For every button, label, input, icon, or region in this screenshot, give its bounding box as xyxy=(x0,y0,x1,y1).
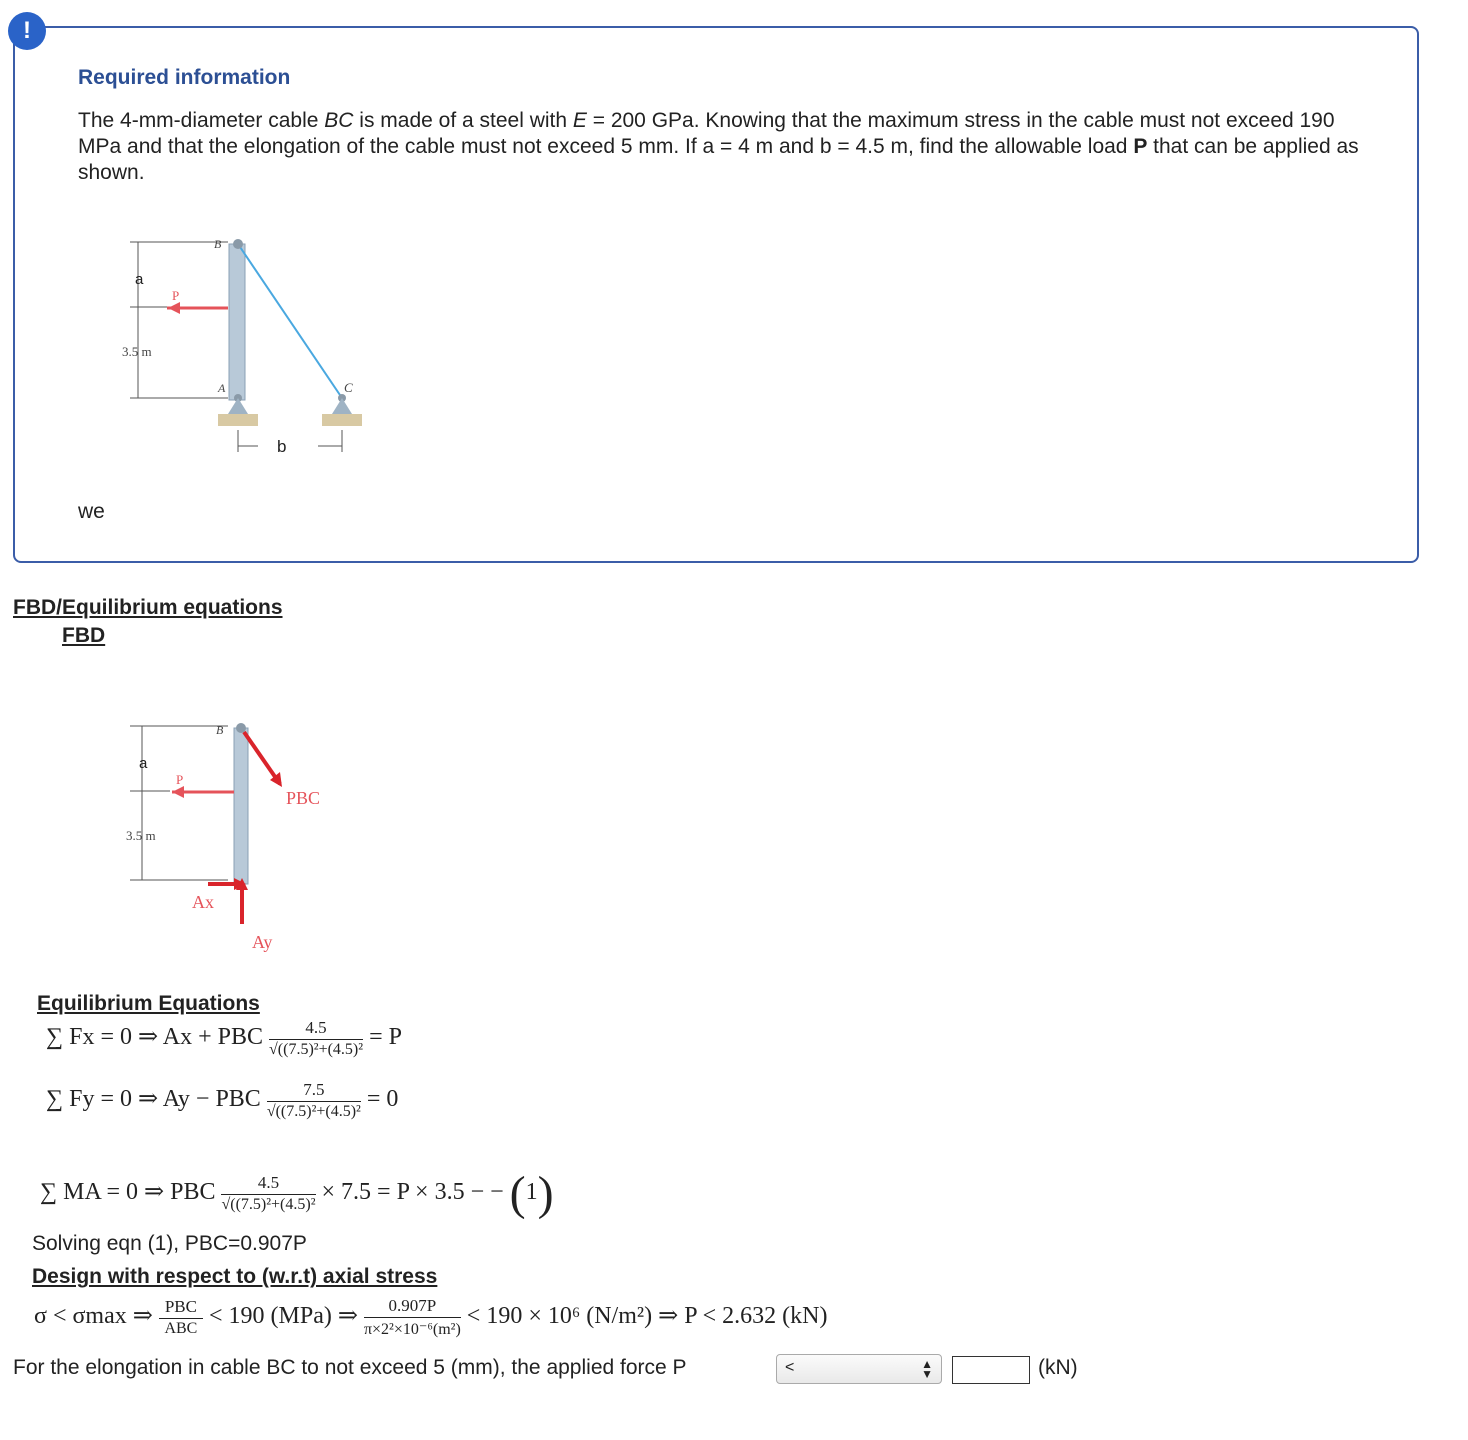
fbd-figure xyxy=(110,712,350,962)
elongation-text: For the elongation in cable BC to not exceed 5 (mm), the applied force P xyxy=(13,1356,687,1379)
fbd-label-ay: Ay xyxy=(252,932,273,952)
structure-figure xyxy=(110,230,380,460)
problem-statement: The 4-mm-diameter cable BC is made of a steel with E = 200 GPa. Knowing that the maximum stress in the cable must not exceed 190 MPa and that the elongation of the cable must not exceed 5 mm. If a = 4 m and b = 4.5 m, find the allowable load P that can be applied as shown. xyxy=(78,109,1359,184)
label-b-joint: B xyxy=(214,237,222,251)
answer-input[interactable] xyxy=(952,1356,1030,1384)
select-arrows-icon: ▲ ▼ xyxy=(921,1357,933,1381)
label-a-joint: A xyxy=(218,381,226,395)
equation-fy: ∑ Fy = 0 ⇒ Ay − PBC $\frac{7.5}{\text{√((7.5)²+(4.5)²}}$ = 0 xyxy=(46,1080,399,1120)
comparison-select[interactable] xyxy=(776,1354,942,1384)
equation-fx: ∑ Fx = 0 ⇒ Ax + PBC $\frac{4.5}{\text{√((7.5)²+(4.5)²}}$ = P xyxy=(46,1018,402,1058)
solving-text: Solving eqn (1), PBC=0.907P xyxy=(32,1232,307,1255)
label-p: P xyxy=(172,288,180,303)
fbd-heading: FBD xyxy=(62,624,106,647)
fbd-label-dim: 3.5 m xyxy=(126,828,156,843)
stress-equation: σ < σmax ⇒ $\frac{\text{PBC}}{\text{ABC}}$ < 190 (MPa) ⇒ $\frac{0.907P}{\text{π×2²×10⁻⁶(m²)}}$ < 190 × 10⁶ (N/m²) ⇒ P < 2.632 (kN) xyxy=(34,1296,828,1338)
label-b: b xyxy=(277,437,287,456)
fbd-label-a: a xyxy=(139,755,148,772)
alert-icon: ! xyxy=(8,12,46,50)
label-c-joint: C xyxy=(344,380,353,395)
select-value: < xyxy=(785,1359,795,1376)
we-text: we xyxy=(78,500,105,523)
fbd-label-ax: Ax xyxy=(192,892,214,912)
design-heading: Design with respect to (w.r.t) axial stress xyxy=(32,1265,438,1288)
equilibrium-heading: Equilibrium Equations xyxy=(37,992,260,1015)
label-dim: 3.5 m xyxy=(122,344,152,359)
equation-ma: ∑ MA = 0 ⇒ PBC $\frac{4.5}{\text{√((7.5)²+(4.5)²}}$ × 7.5 = P × 3.5 − − (1) xyxy=(40,1167,554,1220)
info-title: Required information xyxy=(78,66,291,89)
fbd-label-pbc: PBC xyxy=(286,788,321,808)
fbd-label-b-joint: B xyxy=(216,723,224,737)
fbd-eq-heading: FBD/Equilibrium equations xyxy=(13,596,283,619)
label-a: a xyxy=(135,271,144,288)
unit-label: (kN) xyxy=(1038,1356,1078,1379)
fbd-label-p: P xyxy=(176,772,184,787)
